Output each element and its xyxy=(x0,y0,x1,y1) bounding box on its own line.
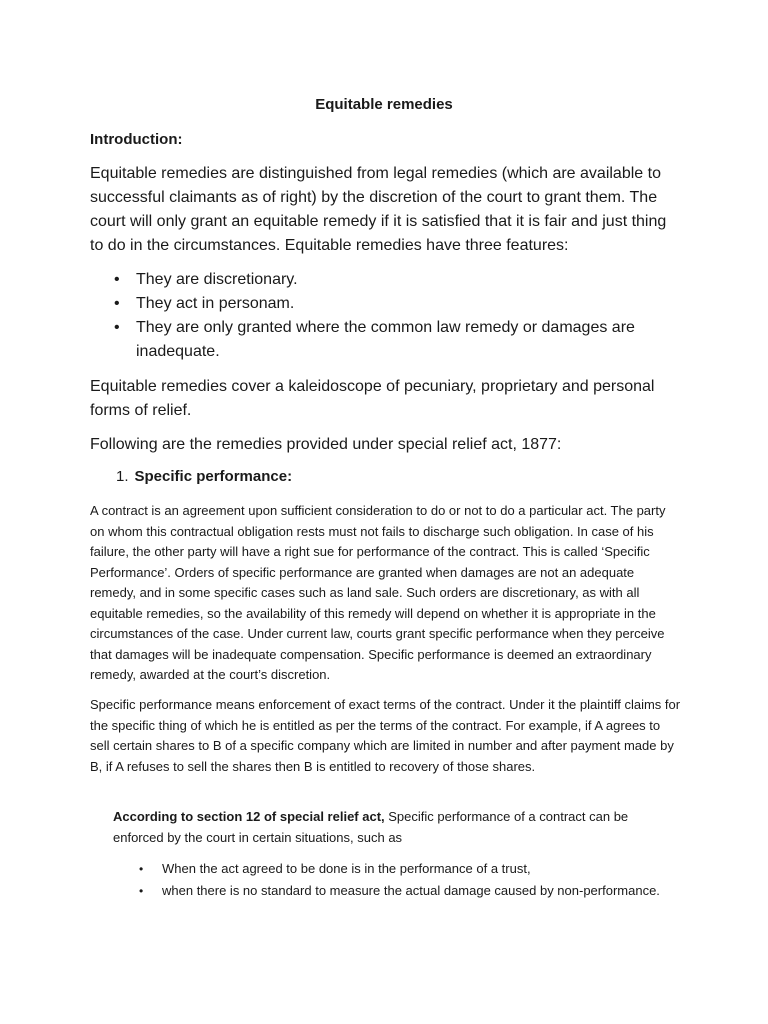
introduction-heading: Introduction: xyxy=(90,131,183,148)
kaleidoscope-paragraph: Equitable remedies cover a kaleidoscope of pecuniary, proprietary and personal forms of relief. xyxy=(90,378,655,419)
bullet-icon: • xyxy=(114,271,120,288)
remedies-intro-paragraph: Following are the remedies provided under special relief act, 1877: xyxy=(90,436,562,453)
list-item-text: They act in personam. xyxy=(136,295,295,312)
list-item xyxy=(113,858,673,880)
introduction-paragraph: Equitable remedies are distinguished from legal remedies (which are available to successful claimants as of right) by the discretion of the court to grant them. The court will only grant an equitable remedy if it is satisfied that it is fair and just thing to do in the circumstances. Equitable remedies have three features: xyxy=(90,165,667,254)
list-item xyxy=(90,268,690,292)
specific-performance-paragraph-2: Specific performance means enforcement of exact terms of the contract. Under it the plaintiff claims for the specific thing of which he is entitled as per the terms of the contract. For example, if A agrees to sell certain shares to B of a specific company which are limited in number and after payment made by B, if A refuses to sell the shares then B is entitled to recovery of those shares. xyxy=(90,697,681,774)
bullet-icon: • xyxy=(114,295,120,312)
list-item xyxy=(90,316,690,364)
specific-performance-paragraph-1: A contract is an agreement upon sufficient consideration to do or not to do a particular act. The party on whom this contractual obligation rests must not fails to discharge such obligation. In case of his failure, the other party will have a right sue for performance of the contract. This is called ‘Specific Performance’. Orders of specific performance are granted when damages are not an adequate remedy, and in some specific cases such as land sale. Such orders are discretionary, as with all equitable remedies, so the availability of this remedy will depend on whether it is appropriate in the circumstances of the case. Under current law, courts grant specific performance when they perceive that damages will be inadequate compensation. Specific performance is deemed an extraordinary remedy, awarded at the court’s discretion. xyxy=(90,503,666,682)
list-item-text: When the act agreed to be done is in the performance of a trust, xyxy=(162,861,531,876)
bullet-icon: • xyxy=(139,884,144,898)
list-item xyxy=(90,292,690,316)
bullet-icon: • xyxy=(139,862,144,876)
section-12-bold-lead: According to section 12 of special relief act, xyxy=(113,809,385,824)
list-item-text: when there is no standard to measure the actual damage caused by non-performance. xyxy=(162,883,660,898)
situations-list xyxy=(113,858,673,902)
section-heading-text: Specific performance: xyxy=(134,468,293,485)
features-list xyxy=(90,268,690,364)
document-title: Equitable remedies xyxy=(315,96,453,113)
list-item-text: They are only granted where the common law remedy or damages are inadequate. xyxy=(136,319,635,360)
section-number: 1. xyxy=(116,468,129,485)
section-heading-specific-performance xyxy=(116,468,292,485)
section-12-text: Specific performance of a contract can be enforced by the court in certain situations, such as xyxy=(113,809,629,845)
list-item xyxy=(113,880,673,902)
list-item-text: They are discretionary. xyxy=(136,271,298,288)
section-12-paragraph xyxy=(113,807,673,848)
bullet-icon: • xyxy=(114,319,120,336)
